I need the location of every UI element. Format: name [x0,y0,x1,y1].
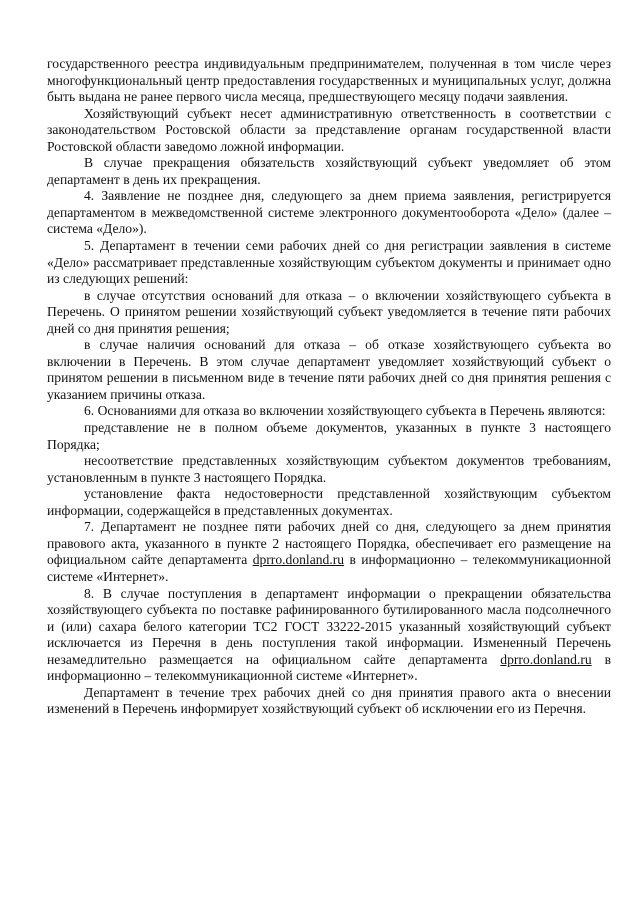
paragraph-decision-include: в случае отсутствия оснований для отказа – о включении хозяйствующего субъекта в Перечень. О принятом решении хозяйствующий субъект уведомляется в течение пяти рабочих дней со дня принятия решения; [47,287,611,336]
paragraph-ground-incomplete: представление не в полном объеме документов, указанных в пункте 3 настоящего Порядка; [47,420,611,452]
paragraph-item-5: 5. Департамент в течении семи рабочих дней со дня регистрации заявления в системе «Дело» рассматривает представленные хозяйствующим субъектом документы и принимает одно из следующих решений: [47,238,611,287]
paragraph-item-6: 6. Основаниями для отказа во включении хозяйствующего субъекта в Перечень являются: [84,403,606,419]
paragraph-exclusion-notice: Департамент в течение трех рабочих дней со дня принятия правого акта о внесении изменений в Перечень информирует хозяйствующий субъект об исключении его из Перечня. [47,684,611,717]
document-page [47,56,611,718]
paragraph-ground-mismatch: несоответствие представленных хозяйствующим субъектом документов требованиям, установленным в пункте 3 настоящего Порядка. [47,453,611,485]
paragraph-decision-refuse: в случае наличия оснований для отказа – об отказе хозяйствующего субъекта во включении в Перечень. В этом случае департамент уведомляет хозяйствующий субъект о принятом решении в письменном виде в течение пяти рабочих дней со дня принятия решения с указанием причины отказа. [47,337,611,402]
paragraph-item-8: 8. В случае поступления в департамент информации о прекращении обязательства хозяйствующего субъекта по поставке рафинированного бутилированного масла подсолнечного и (или) сахара белого категории ТС2 ГОСТ 33222-2015 указанный хозяйствующий субъект исключается из Перечня в день поступления такой информации. Измененный Перечень незамедлительно размещается на официальном сайте департамента dprro.donland.ru в информационно – телекоммуникационной системе «Интернет». [47,585,611,684]
paragraph-liability: Хозяйствующий субъект несет административную ответственность в соответствии с законодательством Ростовской области за представление органам государственной власти Ростовской области заведомо ложной информации. [47,105,611,154]
paragraph-item-7: 7. Департамент не позднее пяти рабочих дней со дня, следующего за днем принятия правового акта, указанного в пункте 2 настоящего Порядка, обеспечивает его размещение на официальном сайте департамента dprro.donland.ru в информационно – телекоммуникационной системе «Интернет». [47,519,611,584]
site-link[interactable]: dprro.donland.ru [252,552,345,568]
site-link[interactable]: dprro.donland.ru [500,651,592,667]
paragraph-item-4: 4. Заявление не позднее дня, следующего за днем приема заявления, регистрируется департаментом в межведомственной системе электронного документооборота «Дело» (далее – система «Дело»). [47,188,611,237]
paragraph-termination: В случае прекращения обязательств хозяйствующий субъект уведомляет об этом департамент в день их прекращения. [47,155,611,187]
paragraph-continuation: государственного реестра индивидуальным предпринимателем, полученная в том числе через многофункциональный центр предоставления государственных и муниципальных услуг, должна быть выдана не ранее первого числа месяца, предшествующего месяцу подачи заявления. [47,56,611,105]
paragraph-ground-unreliable: установление факта недостоверности представленной хозяйствующим субъектом информации, содержащейся в представленных документах. [47,486,611,518]
